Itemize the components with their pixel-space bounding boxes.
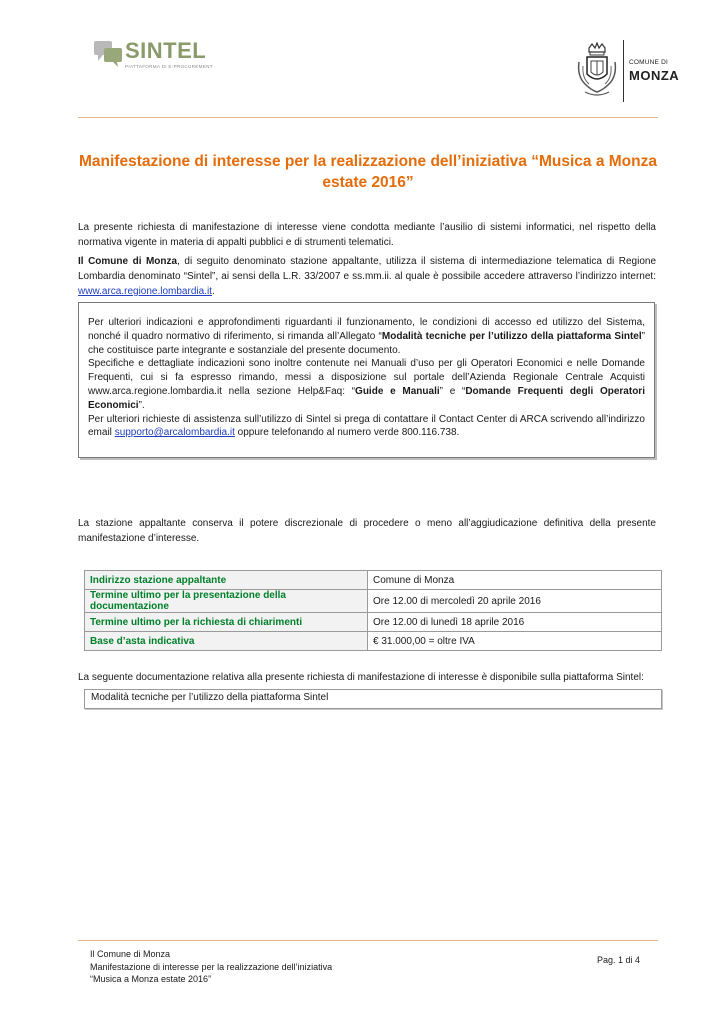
info-text: ” che costituisce parte integrante e sostanziale del presente documento. bbox=[88, 330, 645, 356]
info-text: Specifiche e dettagliate indicazioni sono inoltre contenute nei Manuali d’uso per gli Operatori Economici e nelle Domande Frequenti, cui si fa espresso rimando, messi a disposizione sul portale dell’Azienda Regionale Centrale Acquisti www.arca.regione.lombardia.it nella sezione Help&Faq: “ bbox=[88, 358, 645, 397]
header-divider bbox=[78, 117, 658, 118]
table-key: Termine ultimo per la richiesta di chiarimenti bbox=[85, 613, 368, 632]
documentation-item: Modalità tecniche per l’utilizzo della piattaforma Sintel bbox=[84, 689, 662, 709]
arca-link[interactable]: www.arca.regione.lombardia.it bbox=[78, 286, 212, 297]
sintel-subtitle: PIATTAFORMA DI E-PROCUREMENT bbox=[125, 64, 213, 69]
footer-line-2: Manifestazione di interesse per la realizzazione dell’iniziativa bbox=[90, 961, 333, 972]
table-row bbox=[85, 571, 662, 590]
monza-crest-icon bbox=[575, 42, 619, 100]
footer-divider bbox=[78, 940, 658, 941]
sintel-paragraph bbox=[78, 254, 656, 299]
sintel-paragraph-text: , di seguito denominato stazione appaltante, utilizza il sistema di intermediazione telematica di Regione Lombardia denominato “Sintel”, ai sensi della L.R. 33/2007 e ss.mm.ii. al quale è possibile accedere attraverso l’indirizzo internet: bbox=[78, 256, 656, 282]
info-bold: Modalità tecniche per l’utilizzo della piattaforma Sintel bbox=[381, 330, 642, 342]
table-key: Indirizzo stazione appaltante bbox=[85, 571, 368, 590]
info-bold: Domande Frequenti degli Operatori Economici bbox=[88, 385, 645, 411]
info-text: Per ulteriori indicazioni e approfondimenti riguardanti il funzionamento, le condizioni di accesso ed utilizzo del Sistema, nonché il quadro normativo di riferimento, si rimanda all’Allegato “ bbox=[88, 317, 645, 342]
table-value: € 31.000,00 = oltre IVA bbox=[368, 632, 662, 651]
footer-line-3: “Musica a Monza estate 2016” bbox=[90, 974, 212, 984]
table-value: Comune di Monza bbox=[368, 571, 662, 590]
monza-logo-divider bbox=[623, 40, 624, 102]
info-paragraph-2 bbox=[88, 357, 645, 412]
info-text: ”. bbox=[138, 399, 145, 411]
intro-paragraph: La presente richiesta di manifestazione di interesse viene condotta mediante l’ausilio di sistemi informatici, nel rispetto della normativa vigente in materia di appalti pubblici e di strumenti telematici. bbox=[78, 222, 656, 248]
info-text: Per ulteriori richieste di assistenza sull’utilizzo di Sintel si prega di contattare il Contact Center di ARCA scrivendo all’indirizzo email bbox=[88, 413, 645, 439]
discretion-paragraph: La stazione appaltante conserva il potere discrezionale di procedere o meno all’aggiudicazione definitiva della presente manifestazione d’interesse. bbox=[78, 518, 656, 544]
monza-logo-big-text: MONZA bbox=[629, 68, 680, 83]
page-number: Pag. 1 di 4 bbox=[597, 955, 641, 965]
comune-name: Il Comune di Monza bbox=[78, 256, 178, 267]
table-row bbox=[85, 613, 662, 632]
info-text: ” e “ bbox=[439, 385, 466, 397]
info-bold: Guide e Manuali bbox=[355, 385, 440, 397]
sintel-wordmark: SINTEL bbox=[125, 38, 207, 63]
support-email-link[interactable]: supporto@arcalombardia.it bbox=[114, 427, 235, 439]
table-row bbox=[85, 590, 662, 613]
table-value: Ore 12.00 di lunedì 18 aprile 2016 bbox=[368, 613, 662, 632]
footer-info bbox=[90, 948, 332, 986]
table-key: Base d’asta indicativa bbox=[85, 632, 368, 651]
info-box bbox=[78, 302, 655, 458]
sintel-logo bbox=[92, 36, 242, 80]
info-paragraph-1 bbox=[88, 316, 645, 357]
table-row bbox=[85, 632, 662, 651]
page-header bbox=[78, 36, 680, 116]
details-table bbox=[84, 570, 662, 651]
info-paragraph-3 bbox=[88, 413, 645, 441]
monza-logo-small-text: COMUNE DI bbox=[629, 59, 668, 66]
table-key: Termine ultimo per la presentazione della documentazione bbox=[85, 590, 368, 613]
sintel-paragraph-end: . bbox=[211, 286, 215, 297]
info-text: oppure telefonando al numero verde 800.116.738. bbox=[234, 427, 460, 439]
table-value: Ore 12.00 di mercoledì 20 aprile 2016 bbox=[368, 590, 662, 613]
footer-line-1: Il Comune di Monza bbox=[90, 949, 171, 959]
document-title: Manifestazione di interesse per la realizzazione dell’iniziativa “Musica a Monza estate 2016” bbox=[79, 153, 657, 191]
sintel-speech-icon bbox=[92, 38, 126, 72]
documentation-paragraph: La seguente documentazione relativa alla presente richiesta di manifestazione di interesse è disponibile sulla piattaforma Sintel: bbox=[78, 672, 644, 683]
